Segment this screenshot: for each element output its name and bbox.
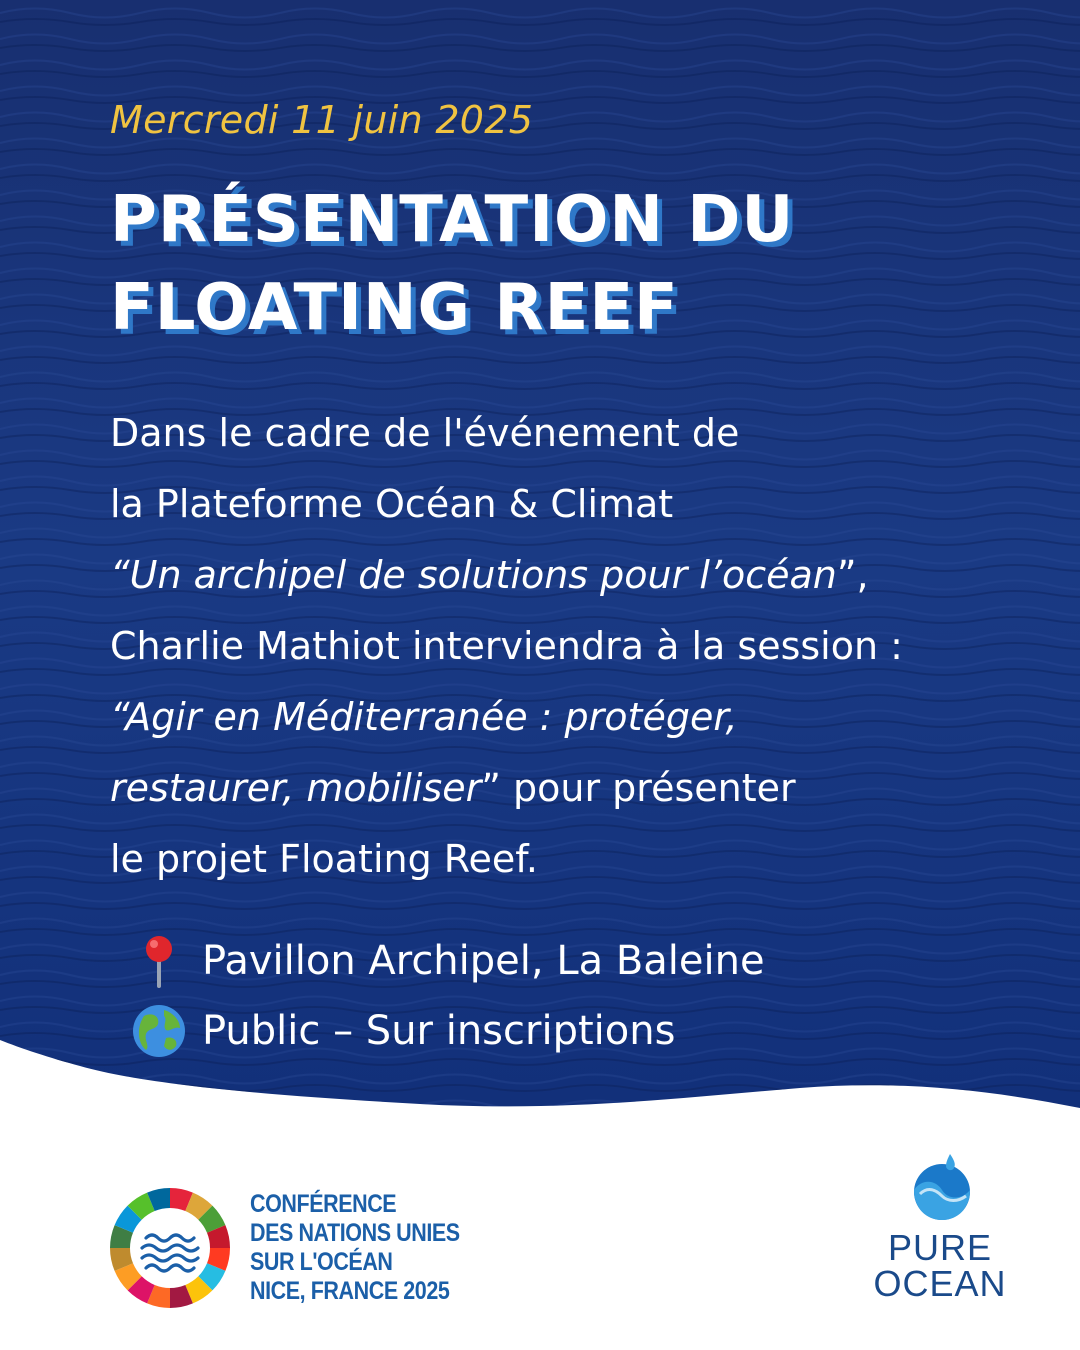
un-line-3: SUR L'OCÉAN [250,1248,393,1276]
title-line-1: PRÉSENTATION DU [110,183,795,257]
session-name-quote-part1: “Agir en Méditerranée : protéger, [110,695,738,739]
access-row [130,996,1030,1066]
un-ocean-conference-logo [108,1186,232,1310]
quote-close: ”, [836,553,869,597]
globe-icon [130,1002,188,1060]
description-line-2: la Plateforme Océan & Climat [110,482,674,526]
pure-ocean-wordmark [860,1227,1020,1304]
un-line-2: DES NATIONS UNIES [250,1219,460,1247]
location-row [130,926,1030,996]
event-title [110,176,1010,352]
description-line-4: Charlie Mathiot interviendra à la session : [110,624,903,668]
event-info [130,926,1030,1066]
title-line-2: FLOATING REEF [110,271,679,345]
event-date: Mercredi 11 juin 2025 [110,98,534,142]
description-line-7: le projet Floating Reef. [110,837,538,881]
event-description [110,398,1050,895]
pin-icon [130,932,188,990]
session-name-quote-part2: restaurer, mobiliser [110,766,482,810]
description-line-6 [110,753,1050,824]
pure-ocean-line-1: PURE [887,1227,993,1268]
session-close: ” pour présenter [481,766,796,810]
un-conference-name [250,1190,460,1306]
description-line-5 [110,682,1050,753]
location-text: Pavillon Archipel, La Baleine [202,938,765,984]
access-text: Public – Sur inscriptions [202,1008,676,1054]
description-line-3 [110,540,1050,611]
un-line-4: NICE, FRANCE 2025 [250,1277,450,1305]
event-name-quote: “Un archipel de solutions pour l’océan [110,553,837,597]
pure-ocean-line-2: OCEAN [873,1263,1007,1304]
un-line-1: CONFÉRENCE [250,1190,397,1218]
description-line-1: Dans le cadre de l'événement de [110,411,740,455]
pure-ocean-drop-icon [906,1150,976,1224]
